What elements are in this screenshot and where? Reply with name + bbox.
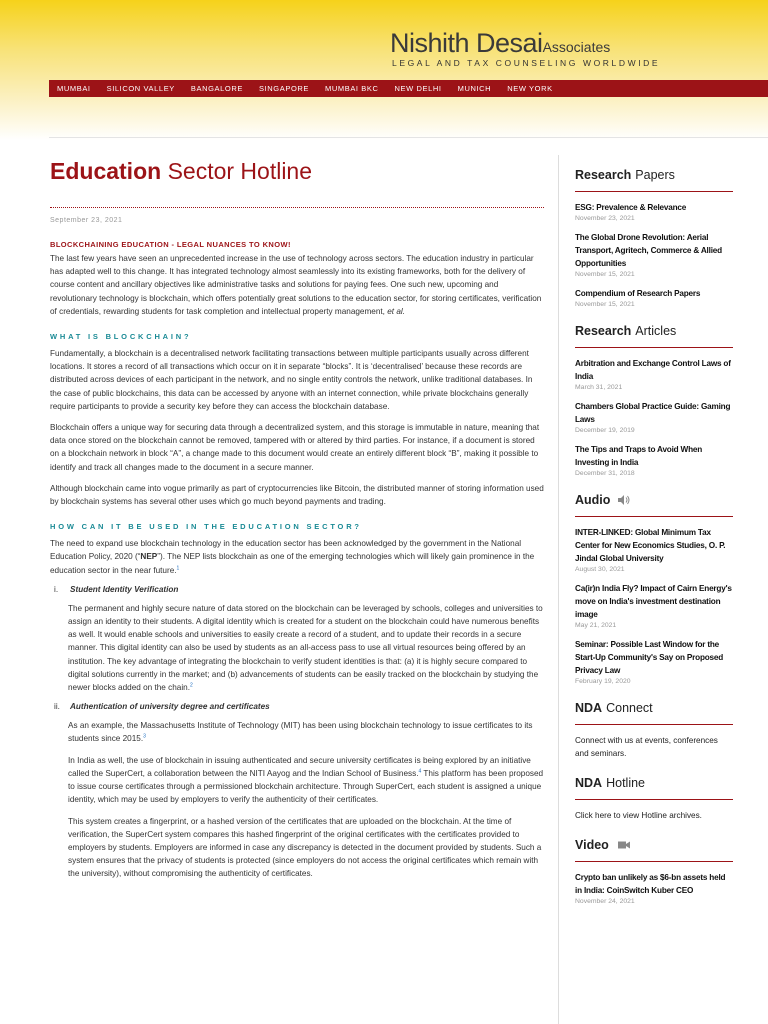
nav-item-mumbai-bkc[interactable]: MUMBAI BKC: [325, 84, 379, 93]
nav-item-bangalore[interactable]: BANGALORE: [190, 84, 243, 93]
connect-link[interactable]: Connect with us at events, conferences and seminars.: [575, 736, 718, 758]
logo-suffix: Associates: [542, 39, 611, 55]
item-date: November 15, 2021: [575, 301, 635, 308]
item-title[interactable]: Ca(ir)n India Fly? Impact of Cairn Energy's move on India's investment destination image: [575, 584, 732, 619]
section-heading: Audio: [575, 493, 733, 517]
speaker-icon: [618, 495, 630, 505]
intro-paragraph: The last few years have seen an unprecedented increase in the use of technology across sectors. The education industry in particular has adapted well to this change. It has integrated technology almost seamlessly into its existing frameworks, both for the delivery of course content and ancillary objectives like administrative tasks and solutions for paying fees. One such new, upcoming and revolutionary technology is blockchain, which offers potentially great solutions to the education sector, for storing certificates, verification of credentials, rewarding students for task completion and intellectual property management, et al.: [50, 254, 542, 316]
footnote-link[interactable]: 4: [418, 768, 422, 775]
sidebar: [575, 168, 733, 921]
article: [50, 158, 544, 881]
list-item[interactable]: [575, 231, 733, 278]
location-nav: [49, 80, 768, 97]
item-title[interactable]: The Tips and Traps to Avoid When Investing in India: [575, 445, 703, 467]
section-heading: Research Papers: [575, 168, 733, 192]
list-item[interactable]: [575, 357, 733, 391]
footnote-link[interactable]: 3: [143, 733, 146, 740]
nav-item-munich[interactable]: MUNICH: [457, 84, 492, 93]
paragraph: This system creates a fingerprint, or a hashed version of the certificates that are uploaded on the blockchain. At the time of verification, the SuperCert system compares this hashed fingerprint of the original certificates with the certificates provided to employers by students. Employers are informed in case any discrepancy is detected in the document provided by students. Such a system ensures that the privacy of students is protected (since employers do not access the original certificates which remain with the university), without compromising the authenticity of certificates.: [68, 816, 542, 879]
section-heading: NDA Hotline: [575, 776, 733, 800]
list-item[interactable]: [575, 287, 733, 308]
logo-tagline: LEGAL AND TAX COUNSELING WORLDWIDE: [392, 58, 661, 68]
footnote-link[interactable]: 2: [190, 682, 193, 689]
audio-section: [575, 493, 733, 685]
item-date: November 23, 2021: [575, 215, 635, 222]
item-date: December 19, 2019: [575, 427, 635, 434]
footnote-link[interactable]: 1: [176, 564, 180, 571]
item-date: August 30, 2021: [575, 566, 625, 573]
item-title[interactable]: ESG: Prevalence & Relevance: [575, 203, 687, 212]
list-item[interactable]: [575, 201, 733, 222]
item-date: May 21, 2021: [575, 622, 617, 629]
paragraph: The permanent and highly secure nature of data stored on the blockchain can be leveraged by schools, colleges and universities to assign an identity to their students. A digital identity which is created for a student on the blockchain could have numerous benefits as well. It would enable schools and universities to easily create a record of a student, and to update their records in a secure manner. This digital identity can also be used by students as an all-access pass to use all virtual resources being offered by an institution. The key advantage of integrating the blockchain to verify student identities is that: (a) it is highly secure compared to digital solutions currently in the market; and (b) advancements of students can be easily tracked on the blockchain by studying the newer blocks added on the chain.$^2$: [68, 603, 543, 693]
section-heading: NDA Connect: [575, 701, 733, 725]
list-item-heading: i. Student Identity Verification: [54, 584, 179, 594]
nda-hotline-section: [575, 776, 733, 822]
item-title[interactable]: The Global Drone Revolution: Aerial Transport, Agritech, Commerce & Allied Opportunities: [575, 233, 722, 268]
article-date: September 23, 2021: [50, 217, 123, 224]
item-title[interactable]: INTER-LINKED: Global Minimum Tax Center for New Economics Studies, O. P. Jindal Global University: [575, 528, 726, 563]
list-item[interactable]: [575, 443, 733, 477]
item-title[interactable]: Compendium of Research Papers: [575, 289, 701, 298]
paragraph: In India as well, the use of blockchain in issuing authenticated and secure university certificates is being explored by an initiative called the SuperCert, a collaboration between the NITI Aayog and the Indian School of Business.$^4$ This platform has been proposed to issue course certificates through a permissioned blockchain architecture. Through SuperCert, each student is assigned a unique identity, which may be used by employers to verify the authenticity of their certificates.: [68, 755, 544, 805]
list-item[interactable]: [575, 871, 733, 905]
list-item[interactable]: [575, 582, 733, 629]
nav-item-new-york[interactable]: NEW YORK: [507, 84, 553, 93]
list-item[interactable]: [575, 400, 733, 434]
page-title: Education Sector Hotline: [50, 158, 313, 184]
research-papers-section: [575, 168, 733, 308]
column-divider: [558, 155, 559, 1024]
item-date: March 31, 2021: [575, 384, 623, 391]
item-title[interactable]: Crypto ban unlikely as $6-bn assets held in India: CoinSwitch Kuber CEO: [575, 873, 726, 895]
logo-name: Nishith Desai: [390, 28, 543, 58]
hotline-archive-link[interactable]: Click here to view Hotline archives.: [575, 811, 702, 820]
nav-item-singapore[interactable]: SINGAPORE: [259, 84, 309, 93]
section-heading-what-is-blockchain: WHAT IS BLOCKCHAIN?: [50, 332, 192, 342]
divider: [49, 137, 768, 138]
paragraph: The need to expand use blockchain technology in the education sector has been acknowledged by the government in the National Education Policy, 2020 (“NEP”). The NEP lists blockchain as one of the emerging technologies which will likely gain prominence in the education sector in the near future.$^1$: [50, 539, 535, 575]
nda-connect-section: [575, 701, 733, 760]
item-date: November 24, 2021: [575, 898, 635, 905]
article-headline: BLOCKCHAINING EDUCATION - LEGAL NUANCES TO KNOW!: [50, 240, 291, 249]
section-heading: Research Articles: [575, 324, 733, 348]
nav-item-new-delhi[interactable]: NEW DELHI: [394, 84, 442, 93]
paragraph: Although blockchain came into vogue primarily as part of cryptocurrencies like Bitcoin, the distributed manner of storing information used by blockchain systems has several other uses which go much beyond payments and trading.: [50, 483, 544, 507]
nav-item-mumbai[interactable]: MUMBAI: [57, 84, 91, 93]
list-item-heading: ii. Authentication of university degree and certificates: [54, 702, 270, 712]
item-date: December 31, 2018: [575, 470, 635, 477]
paragraph: Blockchain offers a unique way for securing data through a decentralized system, and this storage is immutable in nature, meaning that data once stored on the blockchain cannot be removed, tampered with or altered by third parties. For instance, if a document is stored on a blockchain network in block “A”, a change made to this document would create an entirely different block “B”, making it possible to identify and track all changes made to the document in a secure manner.: [50, 423, 540, 472]
nav-item-silicon-valley[interactable]: SILICON VALLEY: [106, 84, 175, 93]
section-heading: Video: [575, 838, 733, 862]
video-section: [575, 838, 733, 905]
section-heading-education-use: HOW CAN IT BE USED IN THE EDUCATION SECTOR?: [50, 522, 362, 532]
item-title[interactable]: Arbitration and Exchange Control Laws of India: [575, 359, 731, 381]
list-item[interactable]: [575, 638, 733, 685]
header-banner: [0, 0, 768, 140]
dotted-divider: [50, 207, 544, 208]
paragraph: Fundamentally, a blockchain is a decentralised network facilitating transactions between multiple participants usually across different locations. It stores a record of all transactions which occur on it in separate “blocks”. It is ‘decentralised’ because these records are distributed across devices of each participant in the network, and no single entity controls the network, unlike traditional databases. In the case of public blockchains, this data can be accessed by anyone with an internet connection, while private blockchains generally require participants to provide a security key before they can access the blockchain database.: [50, 349, 533, 411]
paragraph: As an example, the Massachusetts Institute of Technology (MIT) has been using blockchain technology to issue certificates to its students since 2015.$^3$: [68, 721, 533, 744]
list-item[interactable]: [575, 526, 733, 573]
item-title[interactable]: Chambers Global Practice Guide: Gaming Laws: [575, 402, 731, 424]
video-camera-icon: [618, 838, 630, 852]
logo[interactable]: [390, 28, 610, 59]
item-title[interactable]: Seminar: Possible Last Window for the Start-Up Community's Say on Proposed Privacy Law: [575, 640, 724, 675]
research-articles-section: [575, 324, 733, 477]
item-date: February 19, 2020: [575, 678, 631, 685]
item-date: November 15, 2021: [575, 271, 635, 278]
